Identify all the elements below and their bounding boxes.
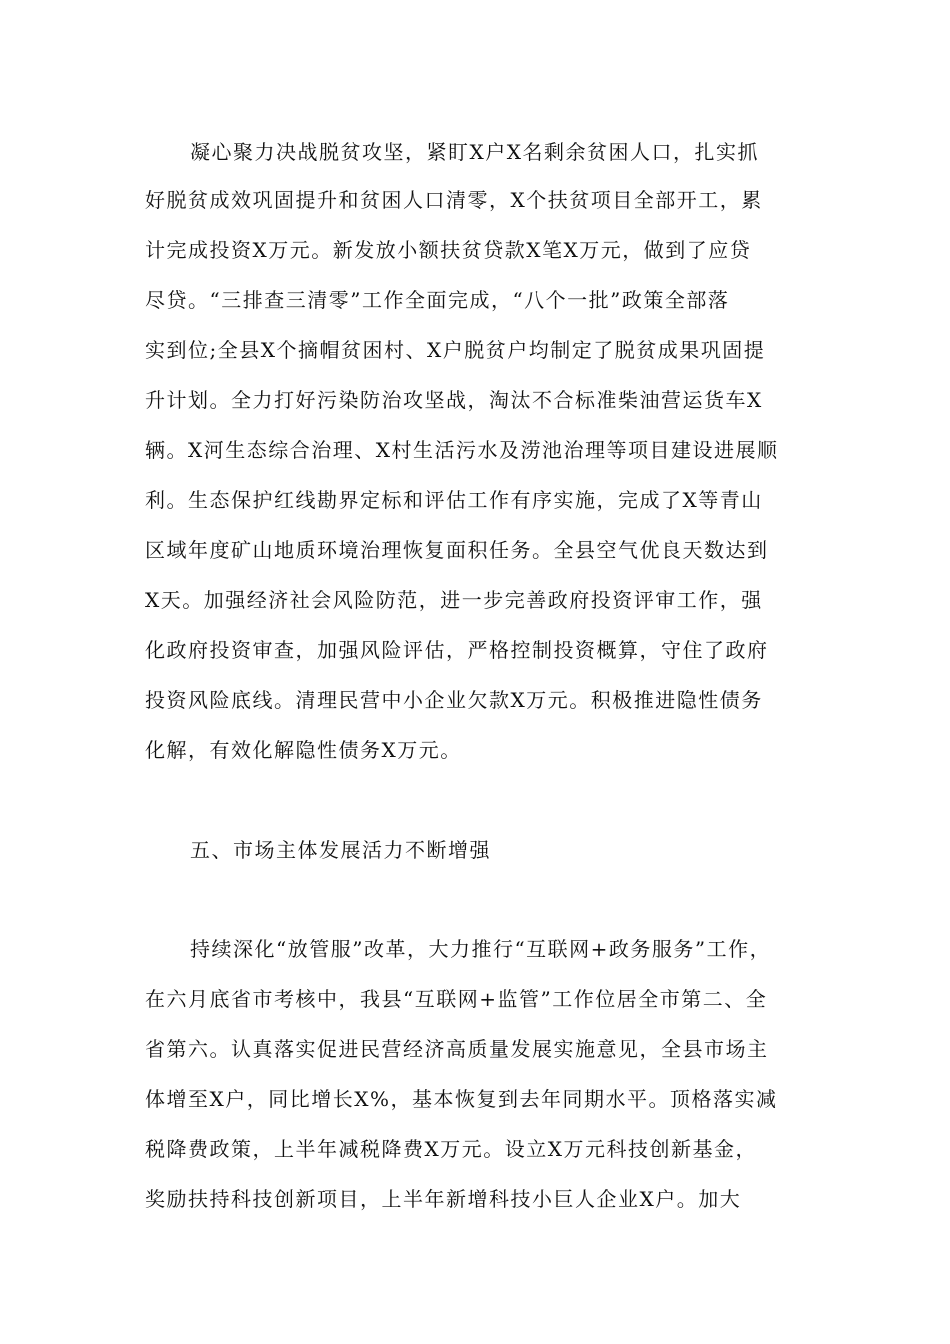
text-line: 凝心聚力决战脱贫攻坚，紧盯X户X名剩余贫困人口，扎实抓: [190, 140, 759, 164]
text-line: 投资风险底线。清理民营中小企业欠款X万元。积极推进隐性债务: [145, 688, 763, 712]
text-line: 升计划。全力打好污染防治攻坚战，淘汰不合标准柴油营运货车X: [145, 388, 763, 412]
text-line: 好脱贫成效巩固提升和贫困人口清零，X个扶贫项目全部开工，累: [145, 188, 763, 212]
text-line: 省第六。认真落实促进民营经济高质量发展实施意见，全县市场主: [145, 1037, 769, 1061]
text-line: 化政府投资审查，加强风险评估，严格控制投资概算，守住了政府: [145, 638, 769, 662]
text-line: 区域年度矿山地质环境治理恢复面积任务。全县空气优良天数达到: [145, 538, 769, 562]
text-line: 尽贷。“三排查三清零”工作全面完成，“八个一批”政策全部落: [145, 288, 730, 312]
text-line: 化解，有效化解隐性债务X万元。: [145, 738, 462, 762]
text-line: 体增至X户，同比增长X%，基本恢复到去年同期水平。顶格落实减: [145, 1087, 778, 1111]
text-line: 持续深化“放管服”改革，大力推行“互联网+政务服务”工作，: [190, 937, 772, 961]
text-line: 在六月底省市考核中，我县“互联网+监管”工作位居全市第二、全: [145, 987, 768, 1011]
text-line: 奖励扶持科技创新项目，上半年新增科技小巨人企业X户。加大: [145, 1187, 742, 1211]
section-heading: 五、市场主体发展活力不断增强: [190, 838, 491, 862]
text-line: 利。生态保护红线勘界定标和评估工作有序实施，完成了X等青山: [145, 488, 763, 512]
text-line: 税降费政策，上半年减税降费X万元。设立X万元科技创新基金，: [145, 1137, 757, 1161]
text-line: 计完成投资X万元。新发放小额扶贫贷款X笔X万元，做到了应贷: [145, 238, 752, 262]
text-line: 实到位;全县X个摘帽贫困村、X户脱贫户均制定了脱贫成果巩固提: [145, 338, 766, 362]
text-line: 辆。X河生态综合治理、X村生活污水及涝池治理等项目建设进展顺: [145, 438, 779, 462]
text-line: X天。加强经济社会风险防范，进一步完善政府投资评审工作，强: [145, 588, 763, 612]
